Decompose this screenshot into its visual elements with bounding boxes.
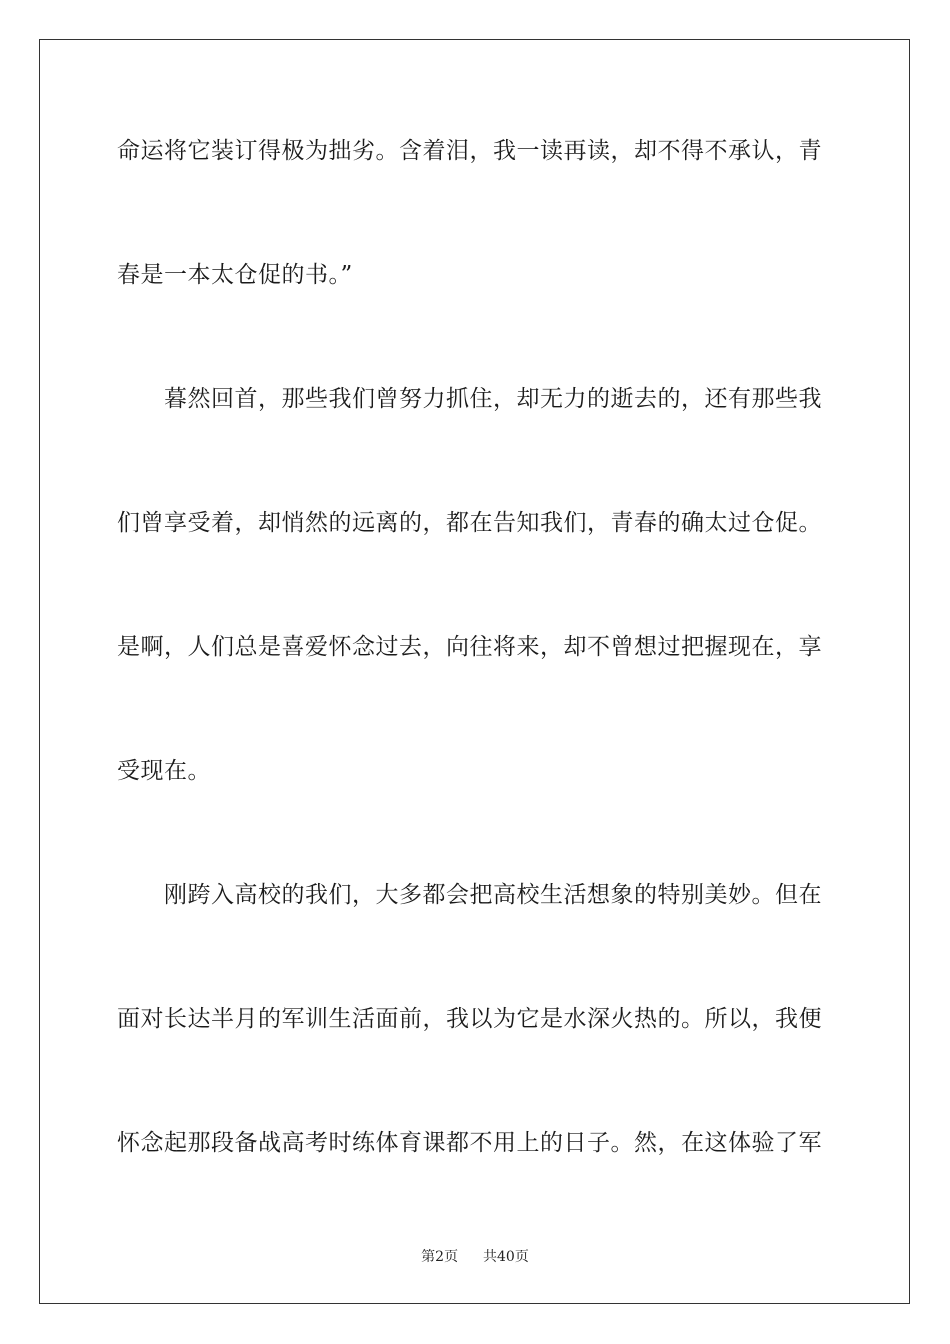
text-line: 暮然回首，那些我们曾努力抓住，却无力的逝去的，还有那些我 — [117, 386, 822, 412]
text-line: 春是一本太仓促的书。” — [117, 262, 353, 288]
page-total: 共40页 — [483, 1249, 529, 1265]
text-line: 面对长达半月的军训生活面前，我以为它是水深火热的。所以，我便 — [117, 1006, 822, 1032]
text-line: 是啊，人们总是喜爱怀念过去，向往将来，却不曾想过把握现在，享 — [117, 634, 822, 660]
page-footer — [0, 1248, 950, 1266]
page-number: 第2页 — [421, 1249, 459, 1265]
text-line: 刚跨入高校的我们，大多都会把高校生活想象的特别美妙。但在 — [117, 882, 822, 908]
text-line: 怀念起那段备战高考时练体育课都不用上的日子。然，在这体验了军 — [117, 1130, 822, 1156]
text-line: 命运将它装订得极为拙劣。含着泪，我一读再读，却不得不承认，青 — [117, 138, 822, 164]
text-line: 受现在。 — [117, 758, 211, 784]
page-border — [39, 39, 910, 1304]
text-line: 们曾享受着，却悄然的远离的，都在告知我们，青春的确太过仓促。 — [117, 510, 822, 536]
